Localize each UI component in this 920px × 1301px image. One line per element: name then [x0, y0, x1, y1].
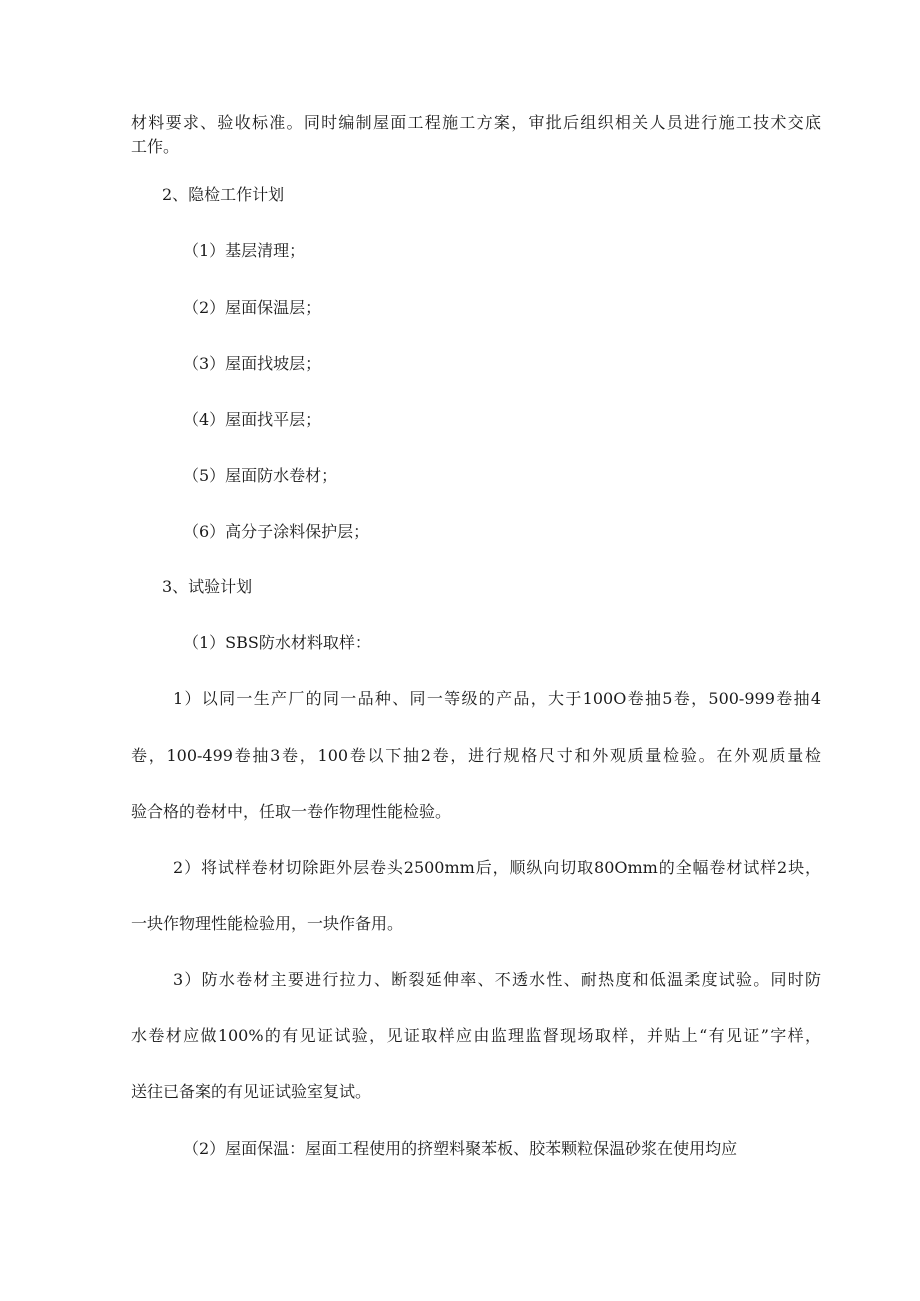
inspection-item-6: （6）高分子涂料保护层； [183, 522, 370, 541]
sampling-rule-3-line-1: 3）防水卷材主要进行拉力、断裂延伸率、不透水性、耐热度和低温柔度试验。同时防 [173, 970, 821, 989]
inspection-item-2: （2）屋面保温层； [183, 298, 322, 317]
sampling-rule-1-line-3: 验合格的卷材中，任取一卷作物理性能检验。 [131, 802, 452, 821]
inspection-item-1: （1）基层清理； [183, 241, 306, 260]
sampling-rule-1-line-1: 1）以同一生产厂的同一品种、同一等级的产品，大于100O卷抽5卷，500-999卷抽4 [173, 689, 821, 708]
roof-insulation-paragraph: （2）屋面保温：屋面工程使用的挤塑料聚苯板、胶苯颗粒保温砂浆在使用均应 [183, 1139, 738, 1158]
section-2-heading: 2、隐检工作计划 [162, 185, 285, 204]
sampling-rule-3-line-3: 送往已备案的有见证试验室复试。 [131, 1082, 372, 1101]
sampling-rule-3-line-2: 水卷材应做100%的有见证试验，见证取样应由监理监督现场取样，并贴上“有见证”字样， [131, 1026, 821, 1045]
sampling-rule-1-line-2: 卷，100-499卷抽3卷，100卷以下抽2卷，进行规格尺寸和外观质量检验。在外观质量检 [131, 746, 821, 765]
sbs-sampling-heading: （1）SBS防水材料取样： [183, 633, 371, 652]
inspection-item-5: （5）屋面防水卷材； [183, 466, 338, 485]
intro-line-2: 工作。 [131, 137, 180, 156]
inspection-item-4: （4）屋面找平层； [183, 410, 322, 429]
sampling-rule-2-line-2: 一块作物理性能检验用，一块作备用。 [131, 914, 404, 933]
inspection-item-3: （3）屋面找坡层； [183, 354, 322, 373]
sampling-rule-2-line-1: 2）将试样卷材切除距外层卷头2500mm后，顺纵向切取80Omm的全幅卷材试样2块， [173, 858, 821, 877]
section-3-heading: 3、试验计划 [162, 577, 253, 596]
intro-line-1: 材料要求、验收标准。同时编制屋面工程施工方案，审批后组织相关人员进行施工技术交底 [131, 113, 821, 132]
